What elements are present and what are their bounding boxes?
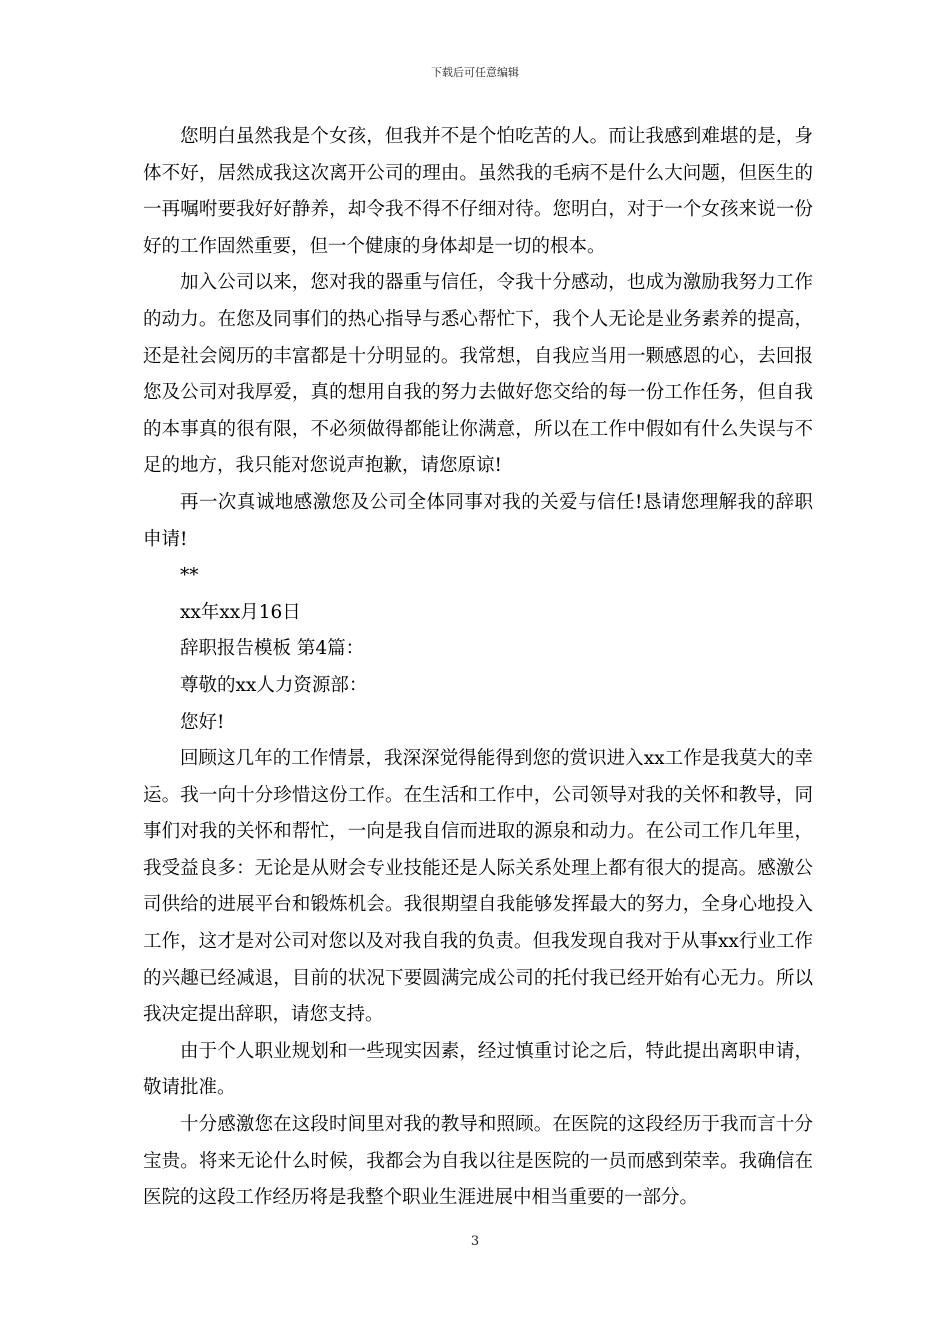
paragraph-review: 回顾这几年的工作情景，我深深觉得能得到您的赏识进入xx工作是我莫大的幸运。我一向十分珍惜这份工作。在生活和工作中，公司领导对我的关怀和教导，同事们对我的关怀和帮忙，一向是我自信而进取的源泉和动力。在公司工作几年里，我受益良多：无论是从财会专业技能还是人际关系处理上都有很大的提高。感激公司供给的进展平台和锻炼机会。我很期望自我能够发挥最大的努力，全身心地投入工作，这才是对公司对您以及对我自我的负责。但我发现自我对于从事xx行业工作的兴趣已经减退，目前的状况下要圆满完成公司的托付我已经开始有心无力。所以我决定提出辞职，请您支持。 <box>143 748 813 1026</box>
page-header: 下载后可任意编辑 <box>431 66 519 79</box>
paragraph-gratitude: 加入公司以来，您对我的器重与信任，令我十分感动，也成为激励我努力工作的动力。在您及同事们的热心指导与悉心帮忙下，我个人无论是业务素养的提高，还是社会阅历的丰富都是十分明显的。我常想，自我应当用一颗感恩的心，去回报您及公司对我厚爱，真的想用自我的努力去做好您交给的每一份工作任务，但自我的本事真的很有限，不必须做得都能让你满意，所以在工作中假如有什么失误与不足的地方，我只能对您说声抱歉，请您原谅! <box>143 272 813 477</box>
page-number: 3 <box>470 1234 480 1249</box>
paragraph-closing-thanks: 十分感激您在这段时间里对我的教导和照顾。在医院的这段经历于我而言十分宝贵。将来无论什么时候，我都会为自我以往是医院的一员而感到荣幸。我确信在医院的这段工作经历将是我整个职业生涯进展中相当重要的一部分。 <box>143 1114 813 1209</box>
salutation: 尊敬的xx人力资源部： <box>180 674 368 696</box>
paragraph-health-reason: 您明白虽然我是个女孩，但我并不是个怕吃苦的人。而让我感到难堪的是，身体不好，居然成我这次离开公司的理由。虽然我的毛病不是什么大问题，但医生的一再嘱咐要我好好静养，却令我不得不仔细对待。您明白，对于一个女孩来说一份好的工作固然重要，但一个健康的身体却是一切的根本。 <box>143 126 813 257</box>
paragraph-request: 由于个人职业规划和一些现实因素，经过慎重讨论之后，特此提出离职申请，敬请批准。 <box>143 1040 813 1099</box>
section-heading: 辞职报告模板 第4篇： <box>180 638 365 660</box>
document-body <box>143 119 813 1217</box>
date-line: xx年xx月16日 <box>180 601 301 623</box>
greeting: 您好! <box>180 711 225 733</box>
signature-placeholder: ** <box>180 565 199 587</box>
paragraph-thanks-again: 再一次真诚地感激您及公司全体同事对我的关爱与信任!恳请您理解我的辞职申请! <box>143 491 813 550</box>
